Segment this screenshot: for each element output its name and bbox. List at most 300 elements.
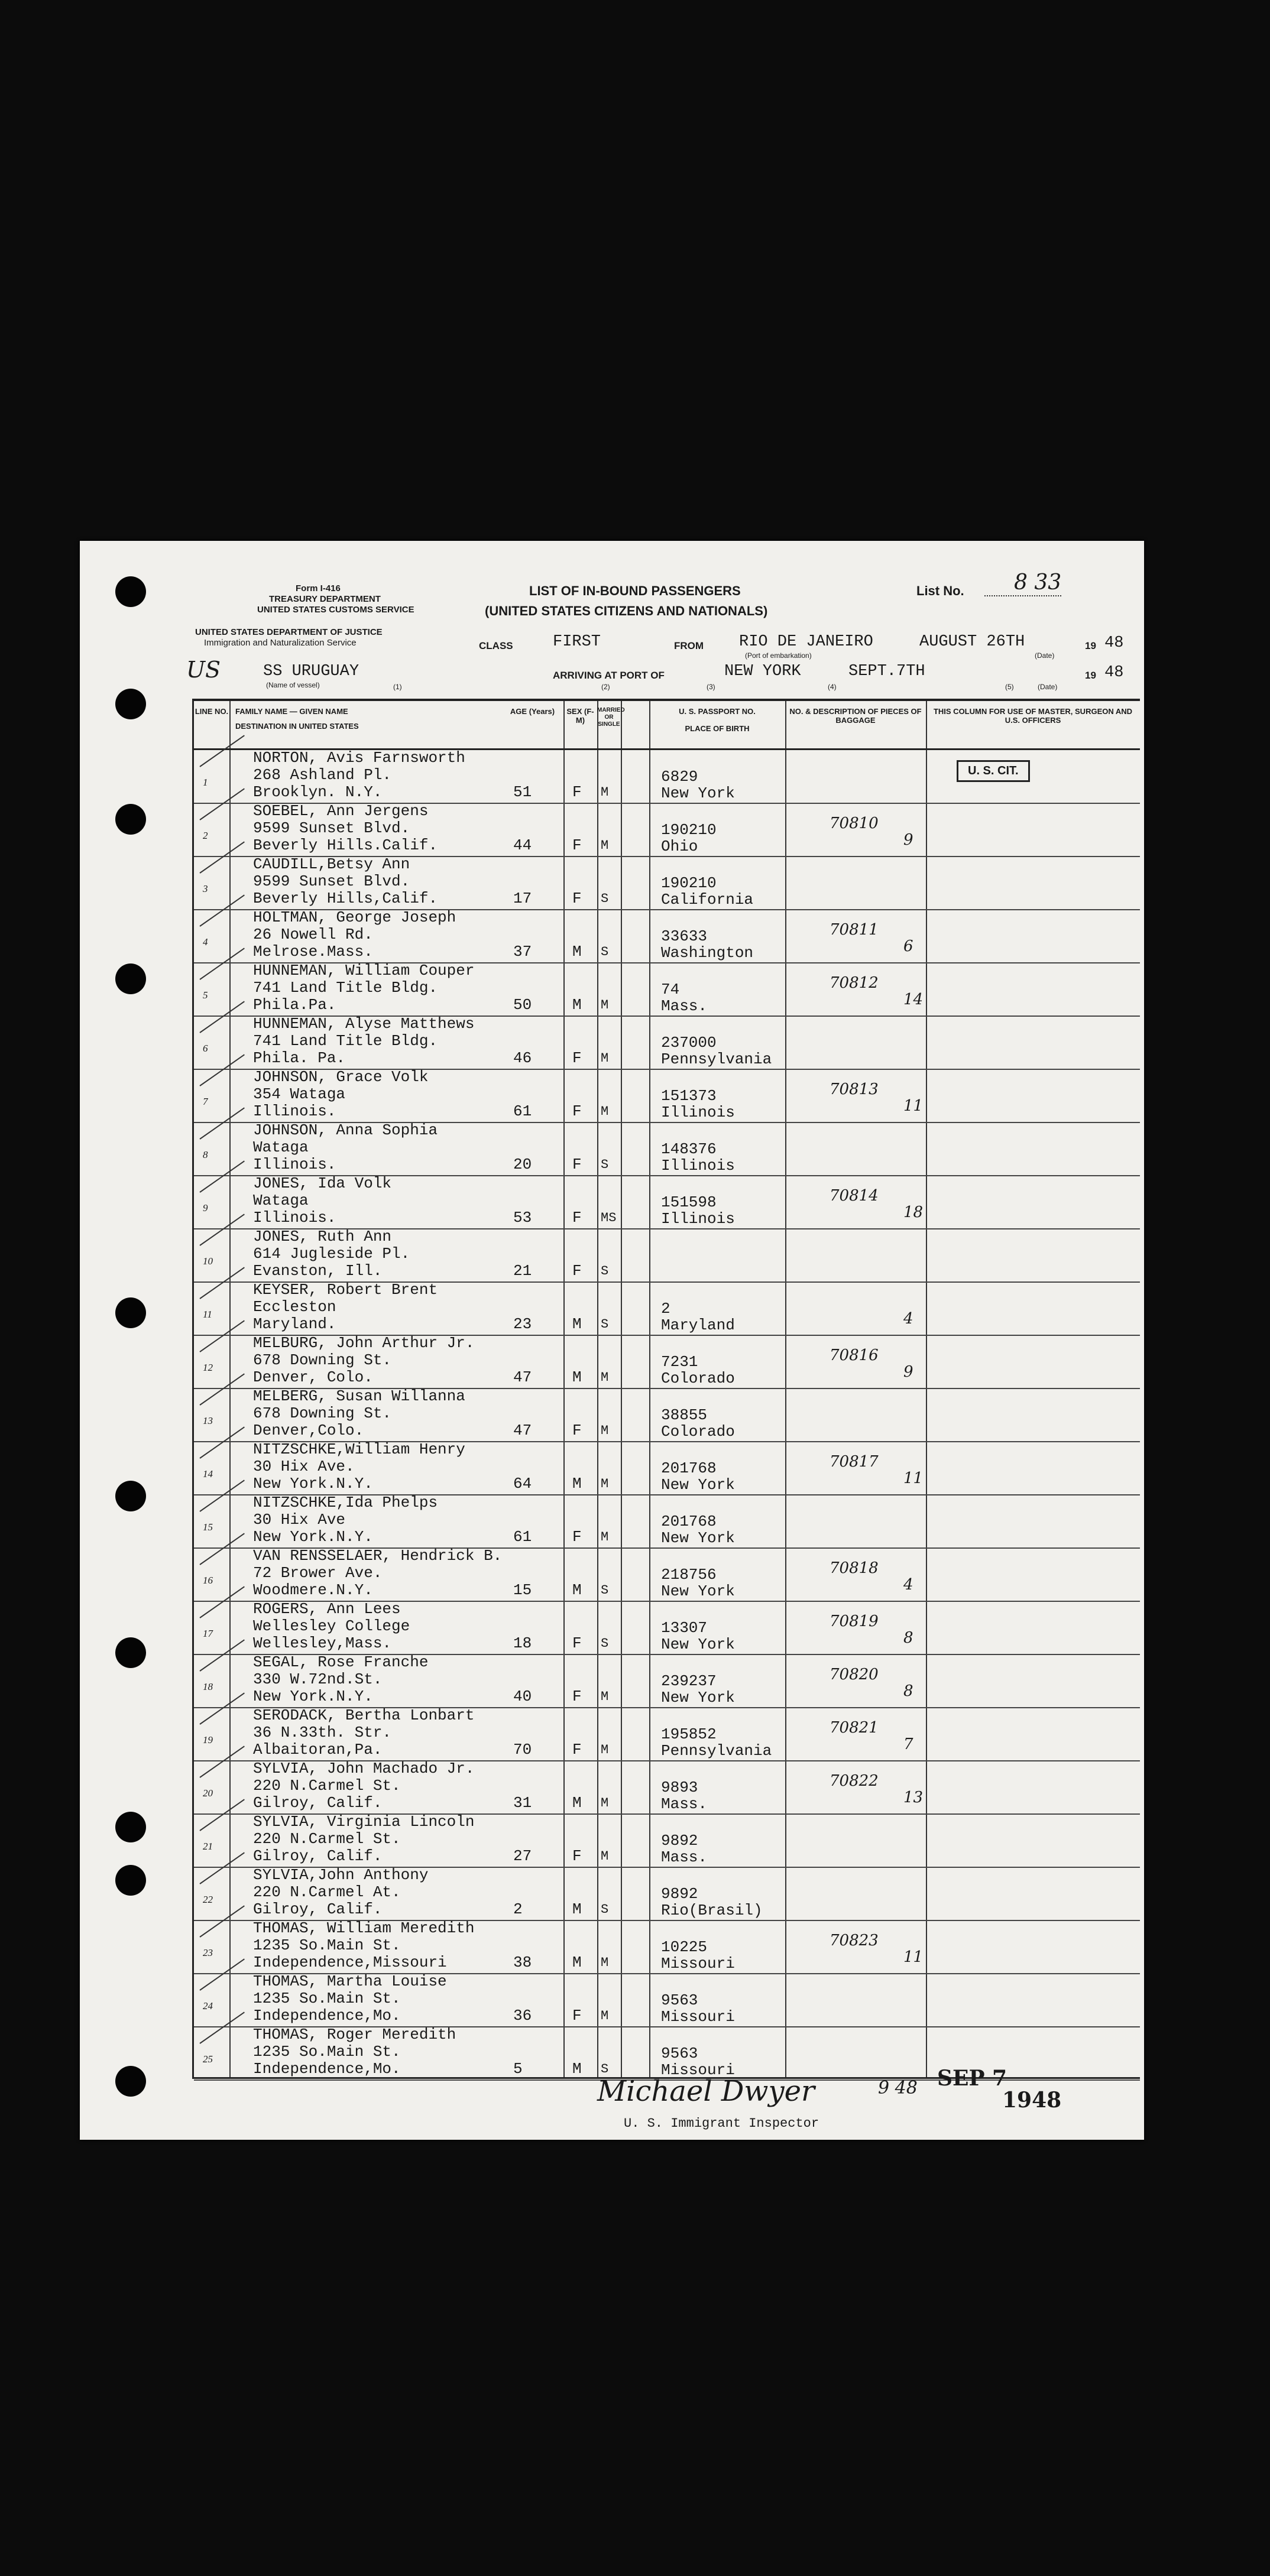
passenger-city: Gilroy, Calif. xyxy=(253,1794,383,1812)
place-of-birth: New York xyxy=(661,1476,735,1494)
passenger-marital: M xyxy=(601,838,609,853)
baggage-number: 70811 xyxy=(830,921,879,939)
baggage-number: 70816 xyxy=(830,1347,879,1364)
binder-hole xyxy=(115,2066,146,2097)
baggage-number: 70819 xyxy=(830,1613,879,1630)
passenger-marital: M xyxy=(601,1849,609,1864)
binder-hole xyxy=(115,804,146,835)
list-title: LIST OF IN-BOUND PASSENGERS xyxy=(529,583,741,598)
year-label-2: 19 xyxy=(1085,670,1096,681)
passenger-sex: M xyxy=(572,1900,582,1918)
table-row xyxy=(194,1228,1140,1283)
passenger-marital: M xyxy=(601,1743,609,1757)
table-row xyxy=(194,1973,1140,2027)
passenger-marital: M xyxy=(601,785,609,800)
passenger-name: HUNNEMAN, William Couper xyxy=(253,962,475,979)
line-number: 14 xyxy=(203,1468,213,1480)
passenger-city: Illinois. xyxy=(253,1209,336,1227)
year-label-1: 19 xyxy=(1085,640,1096,651)
passenger-marital: M xyxy=(601,1370,609,1385)
passenger-city: Independence,Missouri xyxy=(253,1954,447,1971)
place-of-birth: Ohio xyxy=(661,838,698,855)
class-value: FIRST xyxy=(553,633,601,651)
place-of-birth: Pennsylvania xyxy=(661,1050,772,1068)
passport-number: 13307 xyxy=(661,1619,708,1637)
passenger-age: 70 xyxy=(513,1741,532,1759)
place-of-birth: Illinois xyxy=(661,1104,735,1121)
binder-hole xyxy=(115,1865,146,1896)
vessel-sub: (Name of vessel) xyxy=(266,681,320,689)
baggage-count: 6 xyxy=(903,937,913,955)
table-row xyxy=(194,1547,1140,1602)
passenger-marital: S xyxy=(601,2062,609,2077)
line-number: 10 xyxy=(203,1255,213,1267)
passenger-age: 31 xyxy=(513,1794,532,1812)
passenger-age: 61 xyxy=(513,1528,532,1546)
col-num-5: (5) xyxy=(1005,683,1014,691)
passenger-age: 15 xyxy=(513,1581,532,1599)
col-num-4: (4) xyxy=(828,683,837,691)
table-row xyxy=(194,1441,1140,1495)
passenger-sex: F xyxy=(572,1156,582,1173)
passenger-marital: M xyxy=(601,2009,609,2023)
table-row xyxy=(194,1707,1140,1761)
passenger-name: NORTON, Avis Farnsworth xyxy=(253,749,465,767)
passport-number: 10225 xyxy=(661,1938,708,1956)
passenger-sex: M xyxy=(572,1954,582,1971)
col-num-date: (Date) xyxy=(1038,683,1058,691)
place-of-birth: Mass. xyxy=(661,1848,708,1866)
passenger-marital: S xyxy=(601,1583,609,1598)
passenger-name: MELBURG, John Arthur Jr. xyxy=(253,1334,475,1352)
date-stamp-year: 1948 xyxy=(1002,2088,1062,2113)
baggage-count: 7 xyxy=(903,1735,913,1753)
passport-number: 2 xyxy=(661,1300,670,1318)
passenger-sex: F xyxy=(572,1049,582,1067)
passenger-sex: M xyxy=(572,1475,582,1493)
passenger-address: 26 Nowell Rd. xyxy=(253,926,373,943)
place-of-birth: California xyxy=(661,891,754,909)
passenger-city: Beverly Hills.Calif. xyxy=(253,836,438,854)
passenger-sex: M xyxy=(572,1315,582,1333)
passenger-name: NITZSCHKE,Ida Phelps xyxy=(253,1494,438,1511)
passenger-sex: M xyxy=(572,1794,582,1812)
passenger-marital: M xyxy=(601,1955,609,1970)
passenger-sex: F xyxy=(572,1741,582,1759)
table-row xyxy=(194,1601,1140,1655)
passenger-name: SERODACK, Bertha Lonbart xyxy=(253,1706,475,1724)
passport-number: 9563 xyxy=(661,1991,698,2009)
passport-number: 190210 xyxy=(661,874,717,892)
passenger-marital: M xyxy=(601,1530,609,1545)
passenger-city: Beverly Hills,Calif. xyxy=(253,890,438,907)
treasury-dept: TREASURY DEPARTMENT xyxy=(269,594,381,604)
arriving-label: ARRIVING AT PORT OF xyxy=(553,670,665,681)
passenger-city: Brooklyn. N.Y. xyxy=(253,783,383,801)
passport-number: 33633 xyxy=(661,927,708,945)
passport-number: 237000 xyxy=(661,1034,717,1052)
passenger-age: 23 xyxy=(513,1315,532,1333)
passenger-address: 220 N.Carmel St. xyxy=(253,1777,401,1795)
from-sub: (Port of embarkation) xyxy=(745,651,812,660)
place-of-birth: Pennsylvania xyxy=(661,1742,772,1760)
passport-number: 9892 xyxy=(661,1832,698,1850)
passport-number: 38855 xyxy=(661,1406,708,1424)
line-number: 17 xyxy=(203,1628,213,1639)
table-row xyxy=(194,1335,1140,1389)
baggage-number: 70817 xyxy=(830,1453,879,1471)
passenger-age: 47 xyxy=(513,1422,532,1439)
passenger-city: New York.N.Y. xyxy=(253,1688,373,1705)
passenger-age: 21 xyxy=(513,1262,532,1280)
table-row xyxy=(194,1016,1140,1070)
table-row xyxy=(194,1281,1140,1336)
line-number: 18 xyxy=(203,1681,213,1692)
passenger-name: THOMAS, William Meredith xyxy=(253,1919,475,1937)
passenger-address: 268 Ashland Pl. xyxy=(253,766,392,784)
line-number: 22 xyxy=(203,1894,213,1905)
passenger-name: HUNNEMAN, Alyse Matthews xyxy=(253,1015,475,1033)
line-number: 5 xyxy=(203,989,208,1001)
baggage-number: 70812 xyxy=(830,974,879,992)
line-number: 2 xyxy=(203,830,208,841)
passenger-address: 1235 So.Main St. xyxy=(253,2043,401,2061)
passenger-marital: M xyxy=(601,998,609,1013)
from-value: RIO DE JANEIRO xyxy=(739,633,873,651)
place-of-birth: Illinois xyxy=(661,1210,735,1228)
line-number: 4 xyxy=(203,936,208,948)
line-number: 9 xyxy=(203,1202,208,1214)
passenger-address: 9599 Sunset Blvd. xyxy=(253,819,410,837)
passenger-name: SYLVIA,John Anthony xyxy=(253,1866,429,1884)
passenger-age: 2 xyxy=(513,1900,523,1918)
binder-hole xyxy=(115,963,146,994)
passenger-address: Wellesley College xyxy=(253,1617,410,1635)
line-number: 12 xyxy=(203,1362,213,1373)
binder-hole xyxy=(115,576,146,607)
table-row xyxy=(194,1175,1140,1229)
passenger-name: JONES, Ida Volk xyxy=(253,1175,392,1192)
date-sub: (Date) xyxy=(1035,651,1055,660)
passenger-city: Independence,Mo. xyxy=(253,2007,401,2025)
baggage-number: 70820 xyxy=(830,1666,879,1683)
passenger-marital: M xyxy=(601,1477,609,1491)
line-number: 11 xyxy=(203,1309,212,1320)
baggage-count: 11 xyxy=(903,1469,924,1487)
passenger-age: 51 xyxy=(513,783,532,801)
table-row xyxy=(194,1920,1140,1974)
line-number: 24 xyxy=(203,2000,213,2012)
passport-number: 218756 xyxy=(661,1566,717,1584)
passenger-address: 678 Downing St. xyxy=(253,1404,392,1422)
vessel-value: SS URUGUAY xyxy=(263,663,359,680)
passenger-address: 1235 So.Main St. xyxy=(253,1936,401,1954)
baggage-number: 70821 xyxy=(830,1719,879,1737)
passport-number: 239237 xyxy=(661,1672,717,1690)
baggage-count: 8 xyxy=(903,1629,913,1647)
passenger-marital: MS xyxy=(601,1211,617,1225)
passport-number: 74 xyxy=(661,981,680,998)
customs-service: UNITED STATES CUSTOMS SERVICE xyxy=(257,605,414,615)
place-of-birth: Mass. xyxy=(661,1795,708,1813)
baggage-count: 8 xyxy=(903,1682,913,1700)
passenger-address: 741 Land Title Bldg. xyxy=(253,1032,438,1050)
passport-number: 9892 xyxy=(661,1885,698,1903)
passenger-city: Illinois. xyxy=(253,1156,336,1173)
passenger-marital: S xyxy=(601,1157,609,1172)
passenger-sex: M xyxy=(572,1581,582,1599)
passenger-marital: S xyxy=(601,1264,609,1279)
passport-number: 151598 xyxy=(661,1193,717,1211)
passport-number: 195852 xyxy=(661,1725,717,1743)
binder-hole xyxy=(115,689,146,719)
passenger-sex: M xyxy=(572,943,582,961)
passenger-marital: S xyxy=(601,1902,609,1917)
passenger-address: Eccleston xyxy=(253,1298,336,1316)
passenger-address: 220 N.Carmel St. xyxy=(253,1830,401,1848)
passenger-address: 9599 Sunset Blvd. xyxy=(253,872,410,890)
place-of-birth: New York xyxy=(661,1636,735,1653)
line-number: 15 xyxy=(203,1521,213,1533)
passport-number: 190210 xyxy=(661,821,717,839)
passenger-age: 47 xyxy=(513,1368,532,1386)
table-row xyxy=(194,1867,1140,1921)
place-of-birth: New York xyxy=(661,784,735,802)
passenger-address: Wataga xyxy=(253,1138,309,1156)
passenger-marital: M xyxy=(601,1689,609,1704)
table-row xyxy=(194,909,1140,963)
passenger-city: Independence,Mo. xyxy=(253,2060,401,2078)
passenger-marital: M xyxy=(601,1104,609,1119)
baggage-count: 9 xyxy=(903,1363,913,1381)
col-dest-label: DESTINATION IN UNITED STATES xyxy=(235,722,359,731)
us-citizen-stamp: U. S. CIT. xyxy=(957,760,1030,782)
passenger-sex: M xyxy=(572,1368,582,1386)
inspector-label: U. S. Immigrant Inspector xyxy=(624,2116,819,2131)
table-row xyxy=(194,1122,1140,1176)
passenger-age: 53 xyxy=(513,1209,532,1227)
passenger-name: CAUDILL,Betsy Ann xyxy=(253,855,410,873)
passenger-sex: F xyxy=(572,1688,582,1705)
place-of-birth: Missouri xyxy=(661,2061,735,2079)
justice-dept: UNITED STATES DEPARTMENT OF JUSTICE xyxy=(195,627,383,637)
passenger-city: Wellesley,Mass. xyxy=(253,1634,392,1652)
passenger-age: 40 xyxy=(513,1688,532,1705)
passenger-city: Woodmere.N.Y. xyxy=(253,1581,373,1599)
passenger-name: JOHNSON, Anna Sophia xyxy=(253,1121,438,1139)
passenger-name: THOMAS, Martha Louise xyxy=(253,1972,447,1990)
passenger-name: ROGERS, Ann Lees xyxy=(253,1600,401,1618)
col-line: LINE NO. xyxy=(195,707,229,716)
passenger-address: 36 N.33th. Str. xyxy=(253,1724,392,1741)
passenger-sex: F xyxy=(572,836,582,854)
passenger-age: 46 xyxy=(513,1049,532,1067)
col-num-2: (2) xyxy=(601,683,610,691)
passenger-city: Evanston, Ill. xyxy=(253,1262,383,1280)
passenger-marital: S xyxy=(601,1317,609,1332)
from-label: FROM xyxy=(674,640,704,651)
passenger-name: NITZSCHKE,William Henry xyxy=(253,1441,465,1458)
binder-hole xyxy=(115,1637,146,1668)
vessel-prefix: US xyxy=(186,657,221,683)
table-row xyxy=(194,1388,1140,1442)
passenger-age: 50 xyxy=(513,996,532,1014)
passenger-address: Wataga xyxy=(253,1192,309,1209)
passenger-address: 741 Land Title Bldg. xyxy=(253,979,438,997)
table-row xyxy=(194,1494,1140,1549)
passport-number: 201768 xyxy=(661,1513,717,1530)
passenger-age: 44 xyxy=(513,836,532,854)
passenger-age: 64 xyxy=(513,1475,532,1493)
passenger-city: Maryland. xyxy=(253,1315,336,1333)
line-number: 1 xyxy=(203,777,208,788)
passenger-name: VAN RENSSELAER, Hendrick B. xyxy=(253,1547,503,1565)
col-name xyxy=(235,707,472,731)
passenger-marital: M xyxy=(601,1051,609,1066)
baggage-number: 70810 xyxy=(830,815,879,832)
passenger-sex: M xyxy=(572,996,582,1014)
col-baggage: NO. & DESCRIPTION OF PIECES OF BAGGAGE xyxy=(789,707,922,725)
passenger-address: 220 N.Carmel At. xyxy=(253,1883,401,1901)
place-of-birth: New York xyxy=(661,1582,735,1600)
passport-number: 151373 xyxy=(661,1087,717,1105)
line-number: 16 xyxy=(203,1575,213,1586)
inspector-initials: 9 48 xyxy=(878,2078,918,2098)
passport-number: 9563 xyxy=(661,2045,698,2062)
passenger-age: 36 xyxy=(513,2007,532,2025)
line-number: 25 xyxy=(203,2053,213,2065)
class-label: CLASS xyxy=(479,640,513,651)
binder-hole xyxy=(115,1297,146,1328)
date-stamp: SEP 7 xyxy=(937,2066,1007,2091)
passenger-sex: F xyxy=(572,2007,582,2025)
baggage-count: 14 xyxy=(903,991,924,1008)
passenger-marital: S xyxy=(601,1636,609,1651)
binder-hole xyxy=(115,1812,146,1842)
arrival-port: NEW YORK xyxy=(724,663,801,680)
table-header xyxy=(194,701,1140,750)
year-value-1: 48 xyxy=(1104,634,1124,652)
place-of-birth: New York xyxy=(661,1529,735,1547)
passenger-age: 38 xyxy=(513,1954,532,1971)
table-row xyxy=(194,1069,1140,1123)
departure-date: AUGUST 26TH xyxy=(919,633,1025,651)
passenger-age: 17 xyxy=(513,890,532,907)
list-no-line xyxy=(984,595,1061,596)
passenger-name: HOLTMAN, George Joseph xyxy=(253,909,456,926)
arrival-date: SEPT.7TH xyxy=(848,663,925,680)
line-number: 3 xyxy=(203,883,208,894)
passenger-city: Albaitoran,Pa. xyxy=(253,1741,383,1759)
passenger-name: SOEBEL, Ann Jergens xyxy=(253,802,429,820)
passenger-address: 1235 So.Main St. xyxy=(253,1990,401,2007)
passenger-marital: S xyxy=(601,945,609,959)
place-of-birth: Colorado xyxy=(661,1370,735,1387)
passenger-sex: F xyxy=(572,890,582,907)
col-num-1: (1) xyxy=(393,683,402,691)
year-value-2: 48 xyxy=(1104,664,1124,682)
passenger-age: 20 xyxy=(513,1156,532,1173)
passenger-sex: M xyxy=(572,2060,582,2078)
col-sex: SEX (F-M) xyxy=(566,707,594,725)
col-age: AGE (Years) xyxy=(510,707,555,716)
place-of-birth: Rio(Brasil) xyxy=(661,1902,763,1919)
list-subtitle: (UNITED STATES CITIZENS AND NATIONALS) xyxy=(485,604,768,618)
passenger-marital: S xyxy=(601,891,609,906)
passenger-sex: F xyxy=(572,1634,582,1652)
col-married: MARRIED OR SINGLE xyxy=(597,707,625,728)
passenger-sex: F xyxy=(572,783,582,801)
binder-hole xyxy=(115,1481,146,1511)
place-of-birth: Missouri xyxy=(661,1955,735,1972)
passenger-city: Gilroy, Calif. xyxy=(253,1847,383,1865)
line-number: 21 xyxy=(203,1841,213,1852)
form-number: Form I-416 xyxy=(296,583,341,593)
passenger-city: Illinois. xyxy=(253,1102,336,1120)
passenger-city: Phila. Pa. xyxy=(253,1049,346,1067)
line-number: 8 xyxy=(203,1149,208,1160)
passenger-address: 30 Hix Ave. xyxy=(253,1458,355,1475)
place-of-birth: Missouri xyxy=(661,2008,735,2026)
baggage-count: 4 xyxy=(903,1310,913,1328)
passenger-sex: F xyxy=(572,1102,582,1120)
passenger-sex: F xyxy=(572,1209,582,1227)
passenger-address: 330 W.72nd.St. xyxy=(253,1670,383,1688)
passenger-age: 37 xyxy=(513,943,532,961)
passenger-city: Phila.Pa. xyxy=(253,996,336,1014)
passenger-sex: F xyxy=(572,1847,582,1865)
baggage-count: 11 xyxy=(903,1948,924,1966)
passenger-city: New York.N.Y. xyxy=(253,1528,373,1546)
passenger-address: 354 Wataga xyxy=(253,1085,346,1103)
passport-number: 9893 xyxy=(661,1779,698,1796)
line-number: 6 xyxy=(203,1043,208,1054)
passenger-address: 72 Brower Ave. xyxy=(253,1564,383,1582)
place-of-birth: Washington xyxy=(661,944,754,962)
place-of-birth: New York xyxy=(661,1689,735,1706)
passenger-age: 27 xyxy=(513,1847,532,1865)
baggage-count: 4 xyxy=(903,1576,913,1594)
passenger-sex: F xyxy=(572,1422,582,1439)
passport-number: 6829 xyxy=(661,768,698,786)
table-row xyxy=(194,962,1140,1017)
passenger-sex: F xyxy=(572,1528,582,1546)
passenger-name: KEYSER, Robert Brent xyxy=(253,1281,438,1299)
line-number: 20 xyxy=(203,1787,213,1799)
col-officers: THIS COLUMN FOR USE OF MASTER, SURGEON AND U.S. OFFICERS xyxy=(933,707,1133,725)
passport-number: 201768 xyxy=(661,1459,717,1477)
passenger-address: 678 Downing St. xyxy=(253,1351,392,1369)
table-row xyxy=(194,1760,1140,1815)
passenger-city: Denver,Colo. xyxy=(253,1422,364,1439)
passenger-address: 614 Jugleside Pl. xyxy=(253,1245,410,1263)
passenger-age: 5 xyxy=(513,2060,523,2078)
baggage-count: 9 xyxy=(903,831,913,849)
col-birth-label: PLACE OF BIRTH xyxy=(685,724,750,733)
baggage-number: 70813 xyxy=(830,1081,879,1098)
passenger-name: SYLVIA, Virginia Lincoln xyxy=(253,1813,475,1831)
table-row xyxy=(194,1654,1140,1708)
passenger-city: Gilroy, Calif. xyxy=(253,1900,383,1918)
table-row xyxy=(194,856,1140,910)
list-no-value: 8 33 xyxy=(1014,570,1062,595)
place-of-birth: Illinois xyxy=(661,1157,735,1175)
baggage-count: 18 xyxy=(903,1203,924,1221)
col-num-3: (3) xyxy=(707,683,715,691)
passport-number: 7231 xyxy=(661,1353,698,1371)
baggage-count: 13 xyxy=(903,1789,924,1806)
table-row xyxy=(194,1813,1140,1868)
